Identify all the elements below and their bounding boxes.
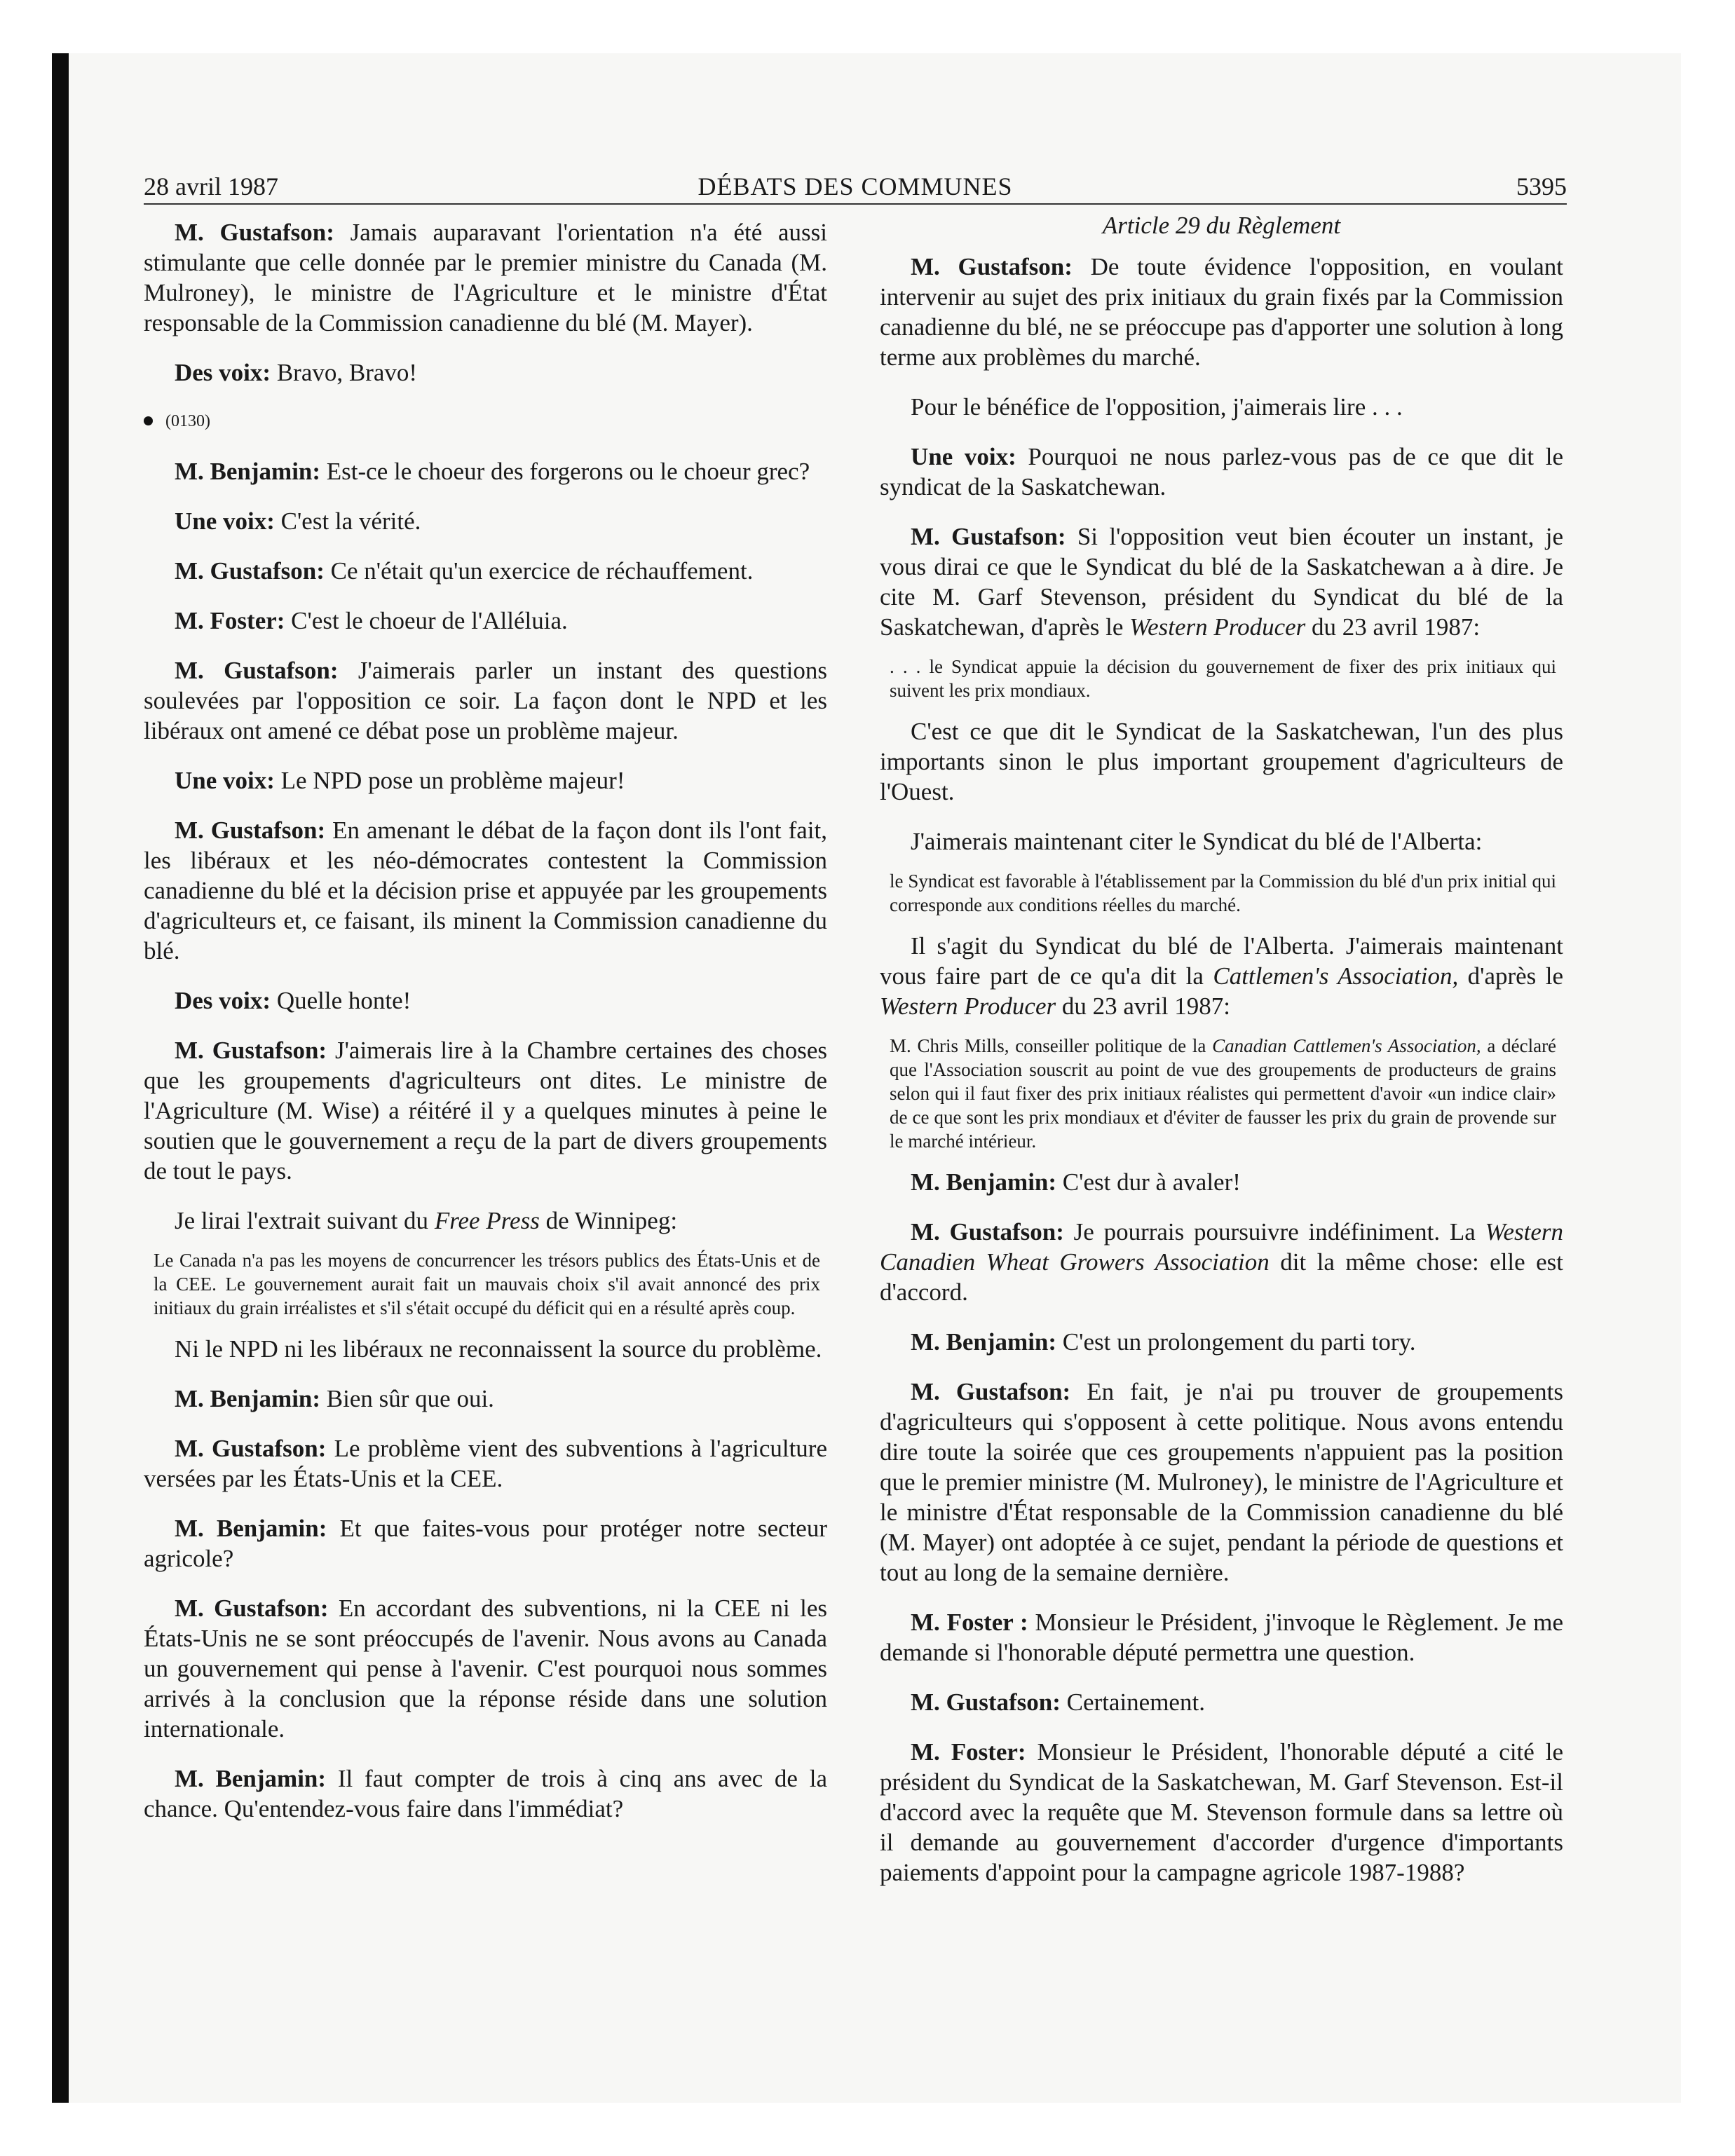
speech-paragraph bbox=[144, 765, 827, 796]
speech-paragraph bbox=[880, 1687, 1563, 1717]
speaker-name: M. Gustafson: bbox=[175, 557, 325, 585]
speaker-name: M. Gustafson: bbox=[175, 817, 326, 844]
block-quote bbox=[880, 1034, 1563, 1153]
scan-binding-edge bbox=[52, 53, 69, 2103]
continuation-paragraph: C'est ce que dit le Syndicat de la Saskatchewan, l'un des plus importants sinon le plus important groupement d'agriculteurs de l'Ouest. bbox=[880, 718, 1563, 805]
speaker-name: M. Gustafson: bbox=[911, 1688, 1061, 1716]
header-title: DÉBATS DES COMMUNES bbox=[698, 172, 1013, 200]
speaker-name: M. Gustafson: bbox=[175, 219, 334, 246]
speech-text: Est-ce le choeur des forgerons ou le choeur grec? bbox=[326, 458, 810, 485]
continuation-paragraph: J'aimerais maintenant citer le Syndicat du blé de l'Alberta: bbox=[911, 828, 1483, 855]
speaker-name: M. Gustafson: bbox=[911, 253, 1073, 280]
speaker-name: M. Gustafson: bbox=[175, 1435, 327, 1462]
organization-name: Cattlemen's Association, bbox=[1213, 962, 1459, 990]
speech-text: C'est un prolongement du parti tory. bbox=[1062, 1328, 1416, 1356]
speaker-name: M. Foster: bbox=[911, 1738, 1026, 1766]
speech-text: Le problème vient des subventions à l'agriculture versées par les États-Unis et la CEE. bbox=[144, 1435, 827, 1492]
speaker-name: Une voix: bbox=[175, 507, 275, 535]
speaker-name: M. Foster: bbox=[175, 607, 285, 634]
speech-paragraph bbox=[144, 655, 827, 746]
block-quote: . . . le Syndicat appuie la décision du gouvernement de fixer des prix initiaux qui suivent les prix mondiaux. bbox=[890, 656, 1556, 701]
speech-text: Je pourrais poursuivre indéfiniment. La bbox=[1073, 1218, 1476, 1246]
speech-paragraph bbox=[144, 217, 827, 338]
speech-paragraph bbox=[144, 1593, 827, 1744]
right-column bbox=[880, 210, 1563, 1907]
speech-text: Jamais auparavant l'orientation n'a été aussi stimulante que celle donnée par le premier ministre du Canada (M. Mulroney), le ministre de l'Agriculture et le ministre d'État responsable de la Commission canadienne du blé (M. Mayer). bbox=[144, 219, 828, 336]
speech-text: du 23 avril 1987: bbox=[1061, 992, 1230, 1020]
speaker-name: M. Gustafson: bbox=[911, 1378, 1071, 1405]
speech-paragraph bbox=[144, 985, 827, 1016]
time-marker bbox=[144, 407, 827, 435]
speech-paragraph bbox=[880, 1607, 1563, 1667]
running-header bbox=[144, 170, 1567, 205]
speaker-name: M. Benjamin: bbox=[911, 1168, 1057, 1196]
speaker-name: M. Benjamin: bbox=[175, 458, 321, 485]
speaker-name: Des voix: bbox=[175, 359, 271, 386]
speaker-name: M. Gustafson: bbox=[911, 523, 1066, 550]
publication-title: Free Press bbox=[434, 1207, 540, 1234]
bullet-icon bbox=[144, 416, 153, 425]
quote-text: a déclaré que l'Association souscrit au point de vue des groupements de producteurs de grains selon qui il faut fixer des prix initiaux réalistes qui permettent d'avoir «un indice clair» de ce que sont les prix mondiaux et d'éviter de fausser les prix du grain de provende sur le marché intérieur. bbox=[890, 1035, 1557, 1152]
speaker-name: M. Foster : bbox=[911, 1609, 1028, 1636]
speech-text: Quelle honte! bbox=[276, 987, 411, 1014]
organization-name: Western Canadien Wheat Growers Association bbox=[880, 1218, 1564, 1276]
speech-text: Monsieur le Président, l'honorable député a cité le président du Syndicat de la Saskatchewan, M. Garf Stevenson. Est-il d'accord avec la requête que M. Stevenson formule dans sa lettre où il demande au gouvernement d'accorder d'urgence d'importants paiements d'appoint pour la campagne agricole 1987-1988? bbox=[880, 1738, 1564, 1886]
speech-paragraph bbox=[144, 1035, 827, 1186]
speech-text: J'aimerais lire à la Chambre certaines des choses que les groupements d'agriculteurs ont dites. Le ministre de l'Agriculture (M. Wise) a réitéré il y a quelques minutes à peine le soutien que le gouvernement a reçu de la part de divers groupements de tout le pays. bbox=[144, 1037, 827, 1185]
speech-text: Et que faites-vous pour protéger notre secteur agricole? bbox=[144, 1515, 827, 1572]
speaker-name: M. Gustafson: bbox=[911, 1218, 1064, 1246]
speech-paragraph bbox=[880, 1377, 1563, 1588]
publication-title: Western Producer bbox=[1129, 613, 1306, 641]
speech-text: Certainement. bbox=[1066, 1688, 1205, 1716]
speech-text: C'est le choeur de l'Alléluia. bbox=[291, 607, 568, 634]
speech-paragraph bbox=[880, 1737, 1563, 1888]
publication-title: Western Producer bbox=[880, 992, 1056, 1020]
speaker-name: Une voix: bbox=[911, 443, 1016, 470]
speech-text: de Winnipeg: bbox=[545, 1207, 678, 1234]
speech-paragraph bbox=[880, 442, 1563, 502]
speaker-name: M. Gustafson: bbox=[175, 657, 339, 684]
speech-text: Bravo, Bravo! bbox=[276, 359, 418, 386]
speech-paragraph bbox=[880, 1217, 1563, 1307]
speech-paragraph bbox=[144, 1763, 827, 1824]
speech-paragraph bbox=[144, 1513, 827, 1574]
speech-text: En fait, je n'ai pu trouver de groupements d'agriculteurs qui s'opposent à cette politique. Nous avons entendu dire toute la soirée que ces groupements n'appuient pas la position que le premier ministre (M. Mulroney), le ministre de l'Agriculture et le ministre d'État responsable de la Commission canadienne du blé (M. Mayer) ont adoptée à ce sujet, pendant la période de questions et tout au long de la semaine dernière. bbox=[880, 1378, 1563, 1586]
block-quote: le Syndicat est favorable à l'établissement par la Commission du blé d'un prix initial qui corresponde aux conditions réelles du marché. bbox=[890, 871, 1556, 915]
speech-paragraph bbox=[144, 1384, 827, 1414]
speaker-name: M. Benjamin: bbox=[175, 1385, 321, 1412]
header-date: 28 avril 1987 bbox=[144, 172, 278, 200]
continuation-paragraph bbox=[880, 931, 1563, 1021]
speech-text: Il s'agit du Syndicat du blé de l'Alberta. J'aimerais maintenant vous faire part de ce qu'a dit la bbox=[880, 932, 1563, 990]
rubric-heading: Article 29 du Règlement bbox=[1102, 212, 1341, 239]
continuation-paragraph: Ni le NPD ni les libéraux ne reconnaissent la source du problème. bbox=[175, 1335, 822, 1363]
speech-paragraph bbox=[144, 357, 827, 388]
speech-paragraph bbox=[880, 252, 1563, 372]
speaker-name: M. Benjamin: bbox=[175, 1765, 327, 1792]
block-quote: Le Canada n'a pas les moyens de concurrencer les trésors publics des États-Unis et de la CEE. Le gouvernement aurait fait un mauvais choix s'il avait annoncé des prix initiaux du grain irréalistes et s'il s'était occupé du déficit qui en a résulté après coup. bbox=[154, 1250, 820, 1318]
speech-text: C'est la vérité. bbox=[280, 507, 421, 535]
speech-paragraph bbox=[144, 556, 827, 586]
speech-paragraph bbox=[880, 1327, 1563, 1357]
speech-text: Pourquoi ne nous parlez-vous pas de ce que dit le syndicat de la Saskatchewan. bbox=[880, 443, 1564, 500]
speaker-name: Une voix: bbox=[175, 767, 275, 794]
speech-text: Je lirai l'extrait suivant du bbox=[175, 1207, 429, 1234]
page-number: 5395 bbox=[1516, 172, 1567, 200]
speech-text: Monsieur le Président, j'invoque le Règlement. Je me demande si l'honorable député permettra une question. bbox=[880, 1609, 1563, 1666]
speaker-name: M. Gustafson: bbox=[175, 1037, 327, 1064]
speech-text: Ce n'était qu'un exercice de réchauffement. bbox=[330, 557, 754, 585]
speech-text: Bien sûr que oui. bbox=[326, 1385, 494, 1412]
speech-paragraph bbox=[880, 1167, 1563, 1197]
speech-paragraph bbox=[144, 815, 827, 966]
speech-paragraph bbox=[144, 606, 827, 636]
speech-paragraph bbox=[144, 456, 827, 486]
speech-text: En accordant des subventions, ni la CEE ni les États-Unis ne se sont préoccupés de l'avenir. Nous avons au Canada un gouvernement qui pense à l'avenir. C'est pourquoi nous sommes arrivés à la conclusion que la réponse réside dans une solution internationale. bbox=[144, 1595, 828, 1742]
speaker-name: M. Benjamin: bbox=[175, 1515, 327, 1542]
speech-text: du 23 avril 1987: bbox=[1312, 613, 1481, 641]
speech-text: En amenant le débat de la façon dont ils l'ont fait, les libéraux et les néo-démocrates contestent la Commission canadienne du blé et la décision prise et appuyée par les groupements d'agriculteurs et, ce faisant, ils minent la Commission canadienne du blé. bbox=[144, 817, 827, 964]
speech-text: d'après le bbox=[1467, 962, 1564, 990]
speech-text: De toute évidence l'opposition, en voulant intervenir au sujet des prix initiaux du grain fixés par la Commission canadienne du blé, ne se préoccupe pas d'apporter une solution à long terme aux problèmes du marché. bbox=[880, 253, 1563, 371]
speech-text: Si l'opposition veut bien écouter un instant, je vous dirai ce que le Syndicat du blé de la Saskatchewan a à dire. Je cite M. Garf Stevenson, président du Syndicat du blé de la Saskatchewan, d'après le bbox=[880, 523, 1563, 641]
speech-text: C'est dur à avaler! bbox=[1062, 1168, 1241, 1196]
continuation-paragraph: Pour le bénéfice de l'opposition, j'aimerais lire . . . bbox=[911, 393, 1403, 421]
speech-paragraph bbox=[144, 506, 827, 536]
speech-text: J'aimerais parler un instant des questions soulevées par l'opposition ce soir. La façon dont le NPD et les libéraux ont amené ce débat pose un problème majeur. bbox=[144, 657, 827, 744]
speech-paragraph bbox=[144, 1433, 827, 1494]
continuation-paragraph bbox=[144, 1206, 827, 1236]
left-column bbox=[144, 217, 827, 1843]
speech-paragraph bbox=[880, 521, 1563, 642]
speaker-name: Des voix: bbox=[175, 987, 271, 1014]
organization-name: Canadian Cattlemen's Association, bbox=[1212, 1035, 1481, 1056]
time-stamp: (0130) bbox=[165, 412, 210, 430]
speaker-name: M. Gustafson: bbox=[175, 1595, 329, 1622]
speaker-name: M. Benjamin: bbox=[911, 1328, 1057, 1356]
quote-text: M. Chris Mills, conseiller politique de la bbox=[890, 1035, 1206, 1056]
speech-text: Le NPD pose un problème majeur! bbox=[280, 767, 625, 794]
speech-text: Il faut compter de trois à cinq ans avec de la chance. Qu'entendez-vous faire dans l'immédiat? bbox=[144, 1765, 827, 1822]
speech-text: dit la même chose: elle est d'accord. bbox=[880, 1248, 1564, 1306]
